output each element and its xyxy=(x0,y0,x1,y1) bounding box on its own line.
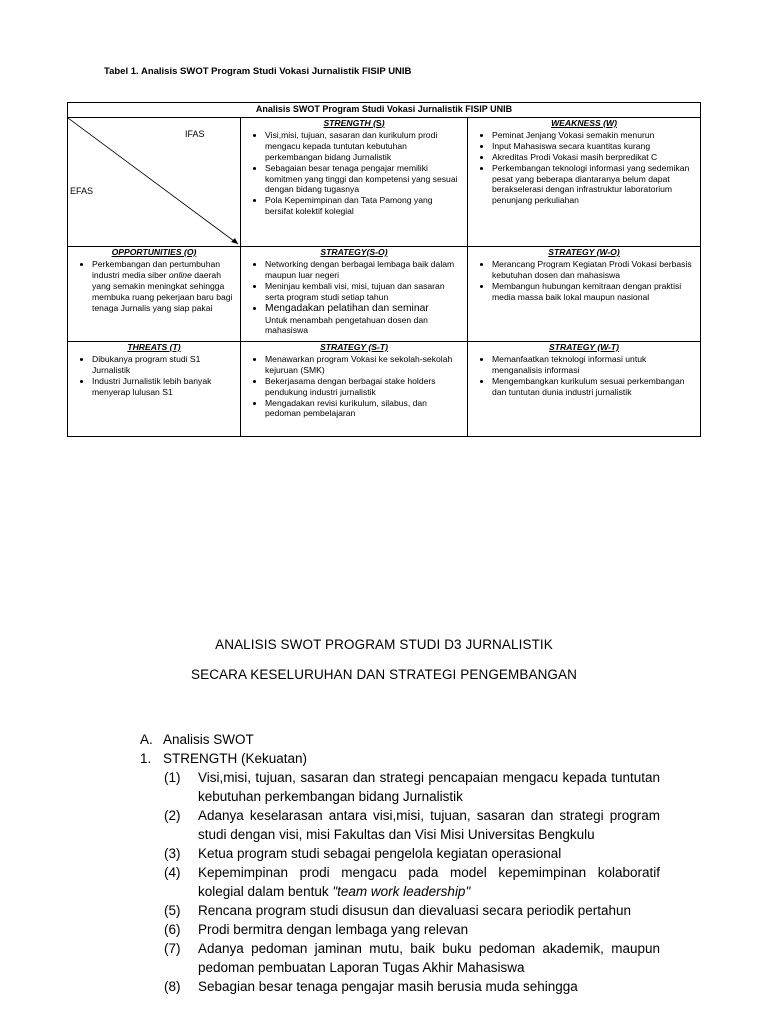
list-item: • Visi,misi, tujuan, sasaran dan kurikulum prodi mengacu kepada tuntutan kebutuhan perkembangan bidang Jurnalistik xyxy=(265,130,463,163)
swot-table xyxy=(67,102,701,437)
strength-header: STRENGTH (S) xyxy=(323,118,385,128)
list-item: (4) Kepemimpinan prodi mengacu pada model kepemimpinan kolaboratif kolegial dalam bentuk "team work leadership" xyxy=(164,865,660,899)
ifas-label: IFAS xyxy=(185,129,205,139)
section-1-heading: 1. STRENGTH (Kekuatan) xyxy=(140,751,308,766)
wo-header: STRATEGY (W-O) xyxy=(548,247,620,257)
so-header: STRATEGY(S-O) xyxy=(320,247,388,257)
list-item: • Networking dengan berbagai lembaga baik dalam maupun luar negeri xyxy=(265,259,463,281)
list-item: • Sebagaian besar tenaga pengajar memiliki komitmen yang tinggi dan kompetensi yang sesuai dengan bidang tugasnya xyxy=(265,163,463,196)
efas-label: EFAS xyxy=(70,186,94,196)
heading-sub: SECARA KESELURUHAN DAN STRATEGI PENGEMBANGAN xyxy=(191,667,577,682)
list-item: • Mengadakan pelatihan dan seminar xyxy=(265,303,463,315)
list-item: • Akreditas Prodi Vokasi masih berpredikat C xyxy=(492,152,696,163)
list-item: • Industri Jurnalistik lebih banyak menyerap lulusan S1 xyxy=(92,376,236,398)
threats-header: THREATS (T) xyxy=(127,342,181,352)
list-item: • Dibukanya program studi S1 Jurnalistik xyxy=(92,354,236,376)
ifas-efas-cell xyxy=(68,118,241,247)
section-a-heading: A. Analisis SWOT xyxy=(140,732,254,747)
list-item: • Mengembangkan kurikulum sesuai perkembangan dan tuntutan dunia industri jurnalistik xyxy=(492,376,696,398)
list-item: Untuk menambah pengetahuan dosen dan mahasiswa xyxy=(265,314,428,336)
list-item: • Mengadakan revisi kurikulum, silabus, dan pedoman pembelajaran xyxy=(265,398,463,420)
weakness-header: WEAKNESS (W) xyxy=(551,118,617,128)
weakness-cell xyxy=(468,118,701,247)
list-item: • Peminat Jenjang Vokasi semakin menurun xyxy=(492,130,696,141)
list-item: • Meninjau kembali visi, misi, tujuan dan sasaran serta program studi setiap tahun xyxy=(265,281,463,303)
list-item: • Perkembangan teknologi informasi yang sedemikan pesat yang beberapa diantaranya belum dapat berakselerasi dengan infrastruktur laboratorium penunjang perkuliahan xyxy=(492,163,696,207)
list-item: (1) Visi,misi, tujuan, sasaran dan strategi pencapaian mengacu kepada tuntutan kebutuhan perkembangan bidang Jurnalistik xyxy=(164,770,660,804)
wt-cell xyxy=(468,342,701,437)
st-cell xyxy=(241,342,468,437)
list-item: (8) Sebagian besar tenaga pengajar masih berusia muda sehingga xyxy=(164,979,578,994)
table-title: Analisis SWOT Program Studi Vokasi Jurnalistik FISIP UNIB xyxy=(68,103,701,118)
heading-main: ANALISIS SWOT PROGRAM STUDI D3 JURNALISTIK xyxy=(215,637,553,652)
opportunities-header: OPPORTUNITIES (O) xyxy=(111,247,197,257)
list-item: (2) Adanya keselarasan antara visi,misi, tujuan, sasaran dan strategi program studi dengan visi, misi Fakultas dan Visi Misi Universitas Bengkulu xyxy=(164,808,660,842)
strength-cell xyxy=(241,118,468,247)
table-caption: Tabel 1. Analisis SWOT Program Studi Vokasi Jurnalistik FISIP UNIB xyxy=(104,66,412,77)
list-item: (3) Ketua program studi sebagai pengelola kegiatan operasional xyxy=(164,846,562,861)
diagonal-line xyxy=(68,118,241,246)
list-item: • Pola Kepemimpinan dan Tata Pamong yang bersifat kolektif kolegial xyxy=(265,195,463,217)
threats-cell xyxy=(68,342,241,437)
wo-cell xyxy=(468,247,701,342)
list-item: • Perkembangan dan pertumbuhan industri media siber online daerah yang semakin meningkat sehingga membuka ruang pekerjaan baru bagi tenaga Jurnalis yang siap pakai xyxy=(92,259,236,314)
list-item: • Membangun hubungan kemitraan dengan praktisi media massa baik lokal maupun nasional xyxy=(492,281,696,303)
opportunities-cell xyxy=(68,247,241,342)
wt-header: STRATEGY (W-T) xyxy=(549,342,620,352)
st-header: STRATEGY (S-T) xyxy=(320,342,388,352)
list-item: • Merancang Program Kegiatan Prodi Vokasi berbasis kebutuhan dosen dan mahasiswa xyxy=(492,259,696,281)
list-item: (6) Prodi bermitra dengan lembaga yang relevan xyxy=(164,922,469,937)
list-item: (5) Rencana program studi disusun dan dievaluasi secara periodik pertahun xyxy=(164,903,632,918)
list-item: • Menawarkan program Vokasi ke sekolah-sekolah kejuruan (SMK) xyxy=(265,354,463,376)
list-item: • Bekerjasama dengan berbagai stake holders pendukung industri jurnalistik xyxy=(265,376,463,398)
list-item: • Input Mahasiswa secara kuantitas kurang xyxy=(492,141,696,152)
body-section xyxy=(140,730,660,996)
list-item: • Memanfaatkan teknologi informasi untuk menganalisis informasi xyxy=(492,354,696,376)
so-cell xyxy=(241,247,468,342)
list-item: (7) Adanya pedoman jaminan mutu, baik buku pedoman akademik, maupun pedoman pembuatan Laporan Tugas Akhir Mahasiswa xyxy=(164,941,660,975)
